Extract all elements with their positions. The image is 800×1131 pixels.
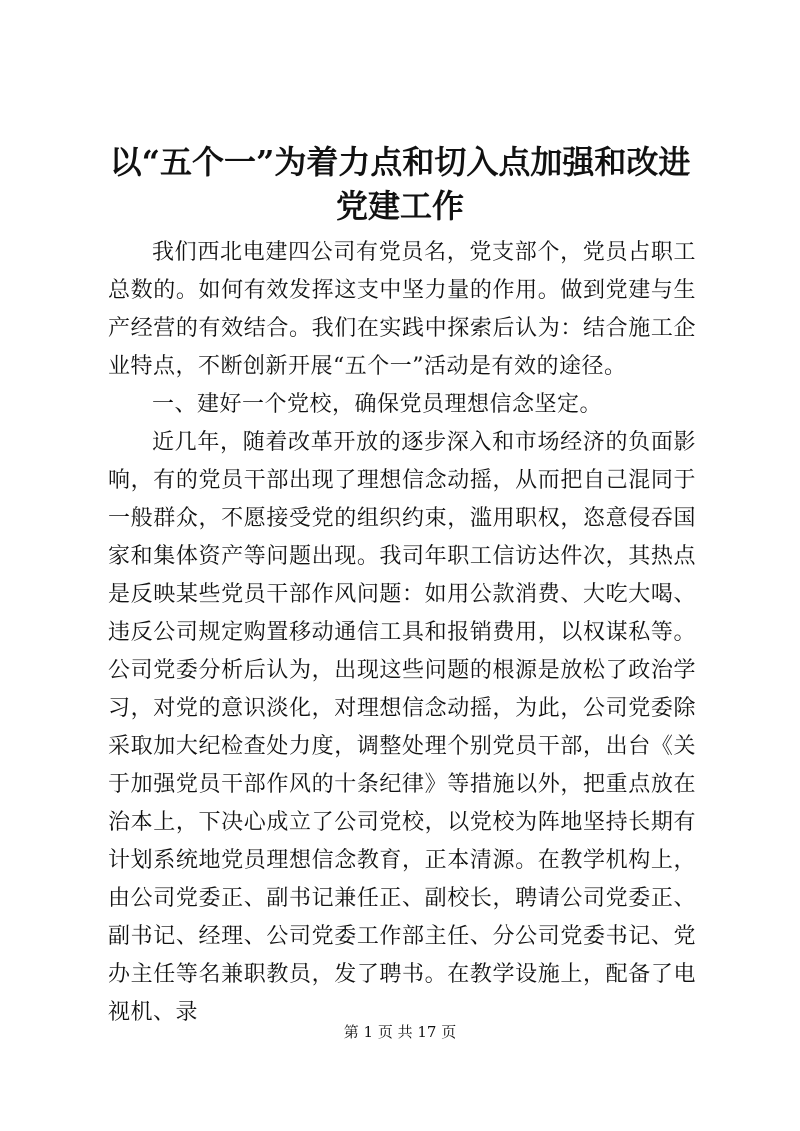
document-title: 以“五个一”为着力点和切入点加强和改进党建工作 (109, 143, 691, 225)
intro-paragraph: 我们西北电建四公司有党员名，党支部个，党员占职工总数的。如何有效发挥这支中坚力量的作用。做到党建与生产经营的有效结合。我们在实践中探索后认为：结合施工企业特点，不断创新开展“五个一”活动是有效的途径。 (108, 240, 696, 379)
page-indicator: 第 1 页 共 17 页 (343, 1023, 457, 1041)
section-heading-1: 一、建好一个党校，确保党员理想信念坚定。 (152, 392, 603, 417)
body-paragraph: 近几年，随着改革开放的逐步深入和市场经济的负面影响，有的党员干部出现了理想信念动摇，从而把自己混同于一般群众，不愿接受党的组织约束，滥用职权，恣意侵吞国家和集体资产等问题出现。我司年职工信访达件次，其热点是反映某些党员干部作风问题：如用公款消费、大吃大喝、违反公司规定购置移动通信工具和报销费用，以权谋私等。公司党委分析后认为，出现这些问题的根源是放松了政治学习，对党的意识淡化，对理想信念动摇，为此，公司党委除采取加大纪检查处力度，调整处理个别党员干部，出台《关于加强党员干部作风的十条纪律》等措施以外，把重点放在治本上，下决心成立了公司党校，以党校为阵地坚持长期有计划系统地党员理想信念教育，正本清源。在教学机构上，由公司党委正、副书记兼任正、副校长，聘请公司党委正、副书记、经理、公司党委工作部主任、分公司党委书记、党办主任等名兼职教员，发了聘书。在教学设施上，配备了电视机、录 (108, 430, 696, 1025)
document-body (108, 234, 696, 1032)
